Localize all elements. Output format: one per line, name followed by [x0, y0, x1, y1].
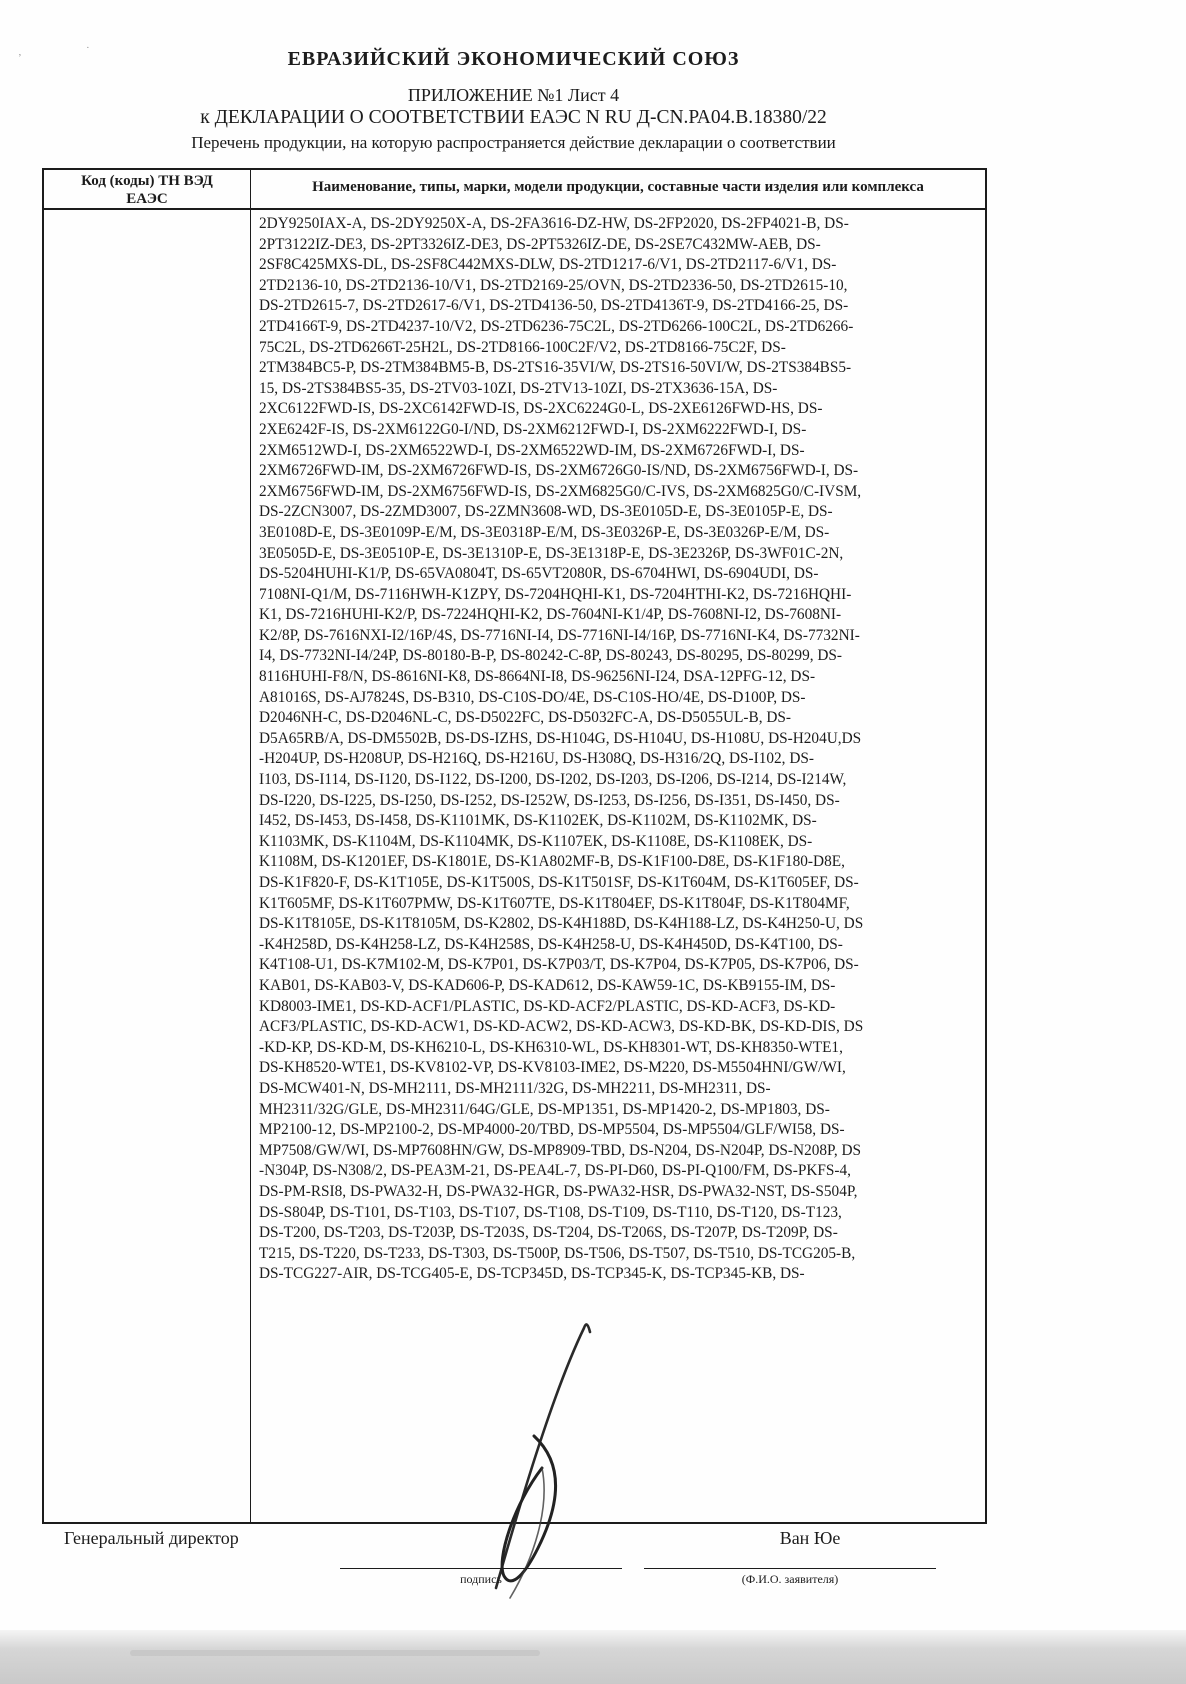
- product-list-line: MP2100-12, DS-MP2100-2, DS-MP4000-20/TBD, DS-MP5504, DS-MP5504/GLF/WI58, DS-: [259, 1121, 845, 1139]
- column-divider: [250, 170, 251, 1522]
- product-list-line: 2TD4166T-9, DS-2TD4237-10/V2, DS-2TD6236-75C2L, DS-2TD6266-100C2L, DS-2TD6266-: [259, 317, 854, 335]
- product-list-line: DS-KH8520-WTE1, DS-KV8102-VP, DS-KV8103-IME2, DS-M220, DS-M5504HNI/GW/WI,: [259, 1059, 846, 1077]
- product-list-line: 15, DS-2TS384BS5-35, DS-2TV03-10ZI, DS-2TV13-10ZI, DS-2TX3636-15A, DS-: [259, 379, 778, 397]
- product-list-line: DS-T200, DS-T203, DS-T203P, DS-T203S, DS-T204, DS-T206S, DS-T207P, DS-T209P, DS-: [259, 1224, 838, 1242]
- product-list-line: DS-I220, DS-I225, DS-I250, DS-I252, DS-I252W, DS-I253, DS-I256, DS-I351, DS-I450, DS-: [259, 791, 840, 809]
- name-caption: (Ф.И.О. заявителя): [741, 1572, 839, 1586]
- column-header-name: Наименование, типы, марки, модели продукции, составные части изделия или комплекса: [312, 179, 924, 195]
- product-list-line: -N304P, DS-N308/2, DS-PEA3M-21, DS-PEA4L-7, DS-PI-D60, DS-PI-Q100/FM, DS-PKFS-4,: [259, 1162, 851, 1180]
- product-list-line: 2XM6756FWD-IM, DS-2XM6756FWD-IS, DS-2XM6825G0/C-IVS, DS-2XM6825G0/C-IVSM,: [259, 482, 862, 500]
- product-list-line: D5A65RB/A, DS-DM5502B, DS-DS-IZHS, DS-H104G, DS-H104U, DS-H108U, DS-H204U,DS: [259, 729, 862, 747]
- applicant-name: Ван Юе: [779, 1528, 841, 1548]
- union-title: ЕВРАЗИЙСКИЙ ЭКОНОМИЧЕСКИЙ СОЮЗ: [287, 48, 740, 70]
- column-header-code-line1: Код (коды) ТН ВЭД: [81, 173, 213, 189]
- product-list-line: 3E0505D-E, DS-3E0510P-E, DS-3E1310P-E, DS-3E1318P-E, DS-3E2326P, DS-3WF01C-2N,: [259, 544, 844, 562]
- product-list-line: KAB01, DS-KAB03-V, DS-KAD606-P, DS-KAD612, DS-KAW59-1C, DS-KB9155-IM, DS-: [259, 976, 836, 994]
- product-list-line: -KD-KP, DS-KD-M, DS-KH6210-L, DS-KH6310-WL, DS-KH8301-WT, DS-KH8350-WTE1,: [259, 1038, 843, 1056]
- product-list-line: 2XM6726FWD-IM, DS-2XM6726FWD-IS, DS-2XM6726G0-IS/ND, DS-2XM6756FWD-I, DS-: [259, 462, 859, 480]
- scan-speck: ’: [18, 52, 22, 64]
- column-header-code-line2: ЕАЭС: [126, 191, 168, 207]
- product-list-line: I452, DS-I453, DS-I458, DS-K1101MK, DS-K1102EK, DS-K1102M, DS-K1102MK, DS-: [259, 812, 817, 830]
- scan-artifact-band: [0, 1630, 1186, 1684]
- product-list-line: 2SF8C425MXS-DL, DS-2SF8C442MXS-DLW, DS-2TD1217-6/V1, DS-2TD2117-6/V1, DS-: [259, 256, 837, 274]
- product-list-line: 2TM384BC5-P, DS-2TM384BM5-B, DS-2TS16-35VI/W, DS-2TS16-50VI/W, DS-2TS384BS5-: [259, 359, 852, 377]
- product-list-line: D2046NH-C, DS-D2046NL-C, DS-D5022FC, DS-D5032FC-A, DS-D5055UL-B, DS-: [259, 709, 792, 727]
- page-subtitle: Перечень продукции, на которую распространяется действие декларации о соответствии: [191, 133, 836, 152]
- signature-rule: [340, 1568, 622, 1569]
- product-list-line: 75C2L, DS-2TD6266T-25H2L, DS-2TD8166-100C2F/V2, DS-2TD8166-75C2F, DS-: [259, 338, 786, 356]
- product-list-line: -H204UP, DS-H208UP, DS-H216Q, DS-H216U, DS-H308Q, DS-H316/2Q, DS-I102, DS-: [259, 750, 814, 768]
- product-list-line: T215, DS-T220, DS-T233, DS-T303, DS-T500P, DS-T506, DS-T507, DS-T510, DS-TCG205-B,: [259, 1244, 856, 1262]
- product-list-line: 2XM6512WD-I, DS-2XM6522WD-I, DS-2XM6522WD-IM, DS-2XM6726FWD-I, DS-: [259, 441, 805, 459]
- column-header-code: [44, 172, 250, 208]
- product-list-line: DS-PM-RSI8, DS-PWA32-H, DS-PWA32-HGR, DS-PWA32-HSR, DS-PWA32-NST, DS-S504P,: [259, 1182, 858, 1200]
- product-list-line: K1103MK, DS-K1104M, DS-K1104MK, DS-K1107EK, DS-K1108E, DS-K1108EK, DS-: [259, 832, 813, 850]
- product-list-line: MP7508/GW/WI, DS-MP7608HN/GW, DS-MP8909-TBD, DS-N204, DS-N204P, DS-N208P, DS: [259, 1141, 862, 1159]
- table-header-row: [44, 170, 985, 210]
- product-list-line: K4T108-U1, DS-K7M102-M, DS-K7P01, DS-K7P03/T, DS-K7P04, DS-K7P05, DS-K7P06, DS-: [259, 956, 859, 974]
- product-list-line: -K4H258D, DS-K4H258-LZ, DS-K4H258S, DS-K4H258-U, DS-K4H450D, DS-K4T100, DS-: [259, 935, 843, 953]
- product-list-line: I103, DS-I114, DS-I120, DS-I122, DS-I200, DS-I202, DS-I203, DS-I206, DS-I214, DS-I214W,: [259, 771, 847, 789]
- product-list-line: K1108M, DS-K1201EF, DS-K1801E, DS-K1A802MF-B, DS-K1F100-D8E, DS-K1F180-D8E,: [259, 853, 845, 871]
- product-list-line: DS-TCG227-AIR, DS-TCG405-E, DS-TCP345D, DS-TCP345-K, DS-TCP345-KB, DS-: [259, 1265, 805, 1283]
- product-list-line: DS-2TD2615-7, DS-2TD2617-6/V1, DS-2TD4136-50, DS-2TD4136T-9, DS-2TD4166-25, DS-: [259, 297, 849, 315]
- product-list-line: DS-MCW401-N, DS-MH2111, DS-MH2111/32G, DS-MH2211, DS-MH2311, DS-: [259, 1079, 771, 1097]
- product-list-line: K2/8P, DS-7616NXI-I2/16P/4S, DS-7716NI-I4, DS-7716NI-I4/16P, DS-7716NI-K4, DS-7732NI-: [259, 626, 860, 644]
- product-list-line: 7108NI-Q1/M, DS-7116HWH-K1ZPY, DS-7204HQHI-K1, DS-7204HTHI-K2, DS-7216HQHI-: [259, 585, 852, 603]
- product-list-line: K1T605MF, DS-K1T607PMW, DS-K1T607TE, DS-K1T804EF, DS-K1T804F, DS-K1T804MF,: [259, 894, 850, 912]
- product-list-line: K1, DS-7216HUHI-K2/P, DS-7224HQHI-K2, DS-7604NI-K1/4P, DS-7608NI-I2, DS-7608NI-: [259, 606, 842, 624]
- product-list-line: 2TD2136-10, DS-2TD2136-10/V1, DS-2TD2169-25/OVN, DS-2TD2336-50, DS-2TD2615-10,: [259, 276, 848, 294]
- product-list-line: 3E0108D-E, DS-3E0109P-E/M, DS-3E0318P-E/M, DS-3E0326P-E, DS-3E0326P-E/M, DS-: [259, 523, 830, 541]
- product-list-line: KD8003-IME1, DS-KD-ACF1/PLASTIC, DS-KD-ACF2/PLASTIC, DS-KD-ACF3, DS-KD-: [259, 997, 836, 1015]
- product-list-line: DS-K1F820-F, DS-K1T105E, DS-K1T500S, DS-K1T501SF, DS-K1T604M, DS-K1T605EF, DS-: [259, 874, 859, 891]
- scan-smudge: [130, 1650, 540, 1656]
- name-rule: [644, 1568, 936, 1569]
- product-list-line: 2XE6242F-IS, DS-2XM6122G0-I/ND, DS-2XM6212FWD-I, DS-2XM6222FWD-I, DS-: [259, 420, 807, 438]
- signature-caption: подпись: [460, 1572, 502, 1586]
- product-list-line: DS-5204HUHI-K1/P, DS-65VA0804T, DS-65VT2080R, DS-6704HWI, DS-6904UDI, DS-: [259, 565, 819, 583]
- product-model-list: [259, 214, 983, 1285]
- product-list-line: 2XC6122FWD-IS, DS-2XC6142FWD-IS, DS-2XC6224G0-L, DS-2XE6126FWD-HS, DS-: [259, 400, 823, 418]
- signature-handwriting-icon: [438, 1318, 638, 1600]
- product-list-line: DS-K1T8105E, DS-K1T8105M, DS-K2802, DS-K4H188D, DS-K4H188-LZ, DS-K4H250-U, DS: [259, 915, 864, 933]
- position-title: Генеральный директор: [64, 1528, 239, 1548]
- product-list-line: DS-S804P, DS-T101, DS-T103, DS-T107, DS-T108, DS-T109, DS-T110, DS-T120, DS-T123,: [259, 1203, 842, 1221]
- product-list-line: DS-2ZCN3007, DS-2ZMD3007, DS-2ZMN3608-WD, DS-3E0105D-E, DS-3E0105P-E, DS-: [259, 503, 833, 521]
- product-list-line: MH2311/32G/GLE, DS-MH2311/64G/GLE, DS-MP1351, DS-MP1420-2, DS-MP1803, DS-: [259, 1100, 830, 1118]
- declaration-number: к ДЕКЛАРАЦИИ О СООТВЕТСТВИИ ЕАЭС N RU Д-CN.РА04.В.18380/22: [200, 107, 827, 128]
- scan-speck: ·: [86, 42, 90, 54]
- product-list-line: 2DY9250IAX-A, DS-2DY9250X-A, DS-2FA3616-DZ-HW, DS-2FP2020, DS-2FP4021-B, DS-: [259, 215, 849, 232]
- appendix-title: ПРИЛОЖЕНИЕ №1 Лист 4: [407, 85, 620, 105]
- product-list-line: A81016S, DS-AJ7824S, DS-B310, DS-C10S-DO/4E, DS-C10S-HO/4E, DS-D100P, DS-: [259, 688, 806, 706]
- product-list-line: I4, DS-7732NI-I4/24P, DS-80180-B-P, DS-80242-C-8P, DS-80243, DS-80295, DS-80299, DS-: [259, 647, 843, 665]
- product-list-line: 2PT3122IZ-DE3, DS-2PT3326IZ-DE3, DS-2PT5326IZ-DE, DS-2SE7C432MW-AEB, DS-: [259, 235, 821, 253]
- product-list-line: 8116HUHI-F8/N, DS-8616NI-K8, DS-8664NI-I8, DS-96256NI-I24, DSA-12PFG-12, DS-: [259, 668, 816, 686]
- product-list-line: ACF3/PLASTIC, DS-KD-ACW1, DS-KD-ACW2, DS-KD-ACW3, DS-KD-BK, DS-KD-DIS, DS: [259, 1018, 864, 1036]
